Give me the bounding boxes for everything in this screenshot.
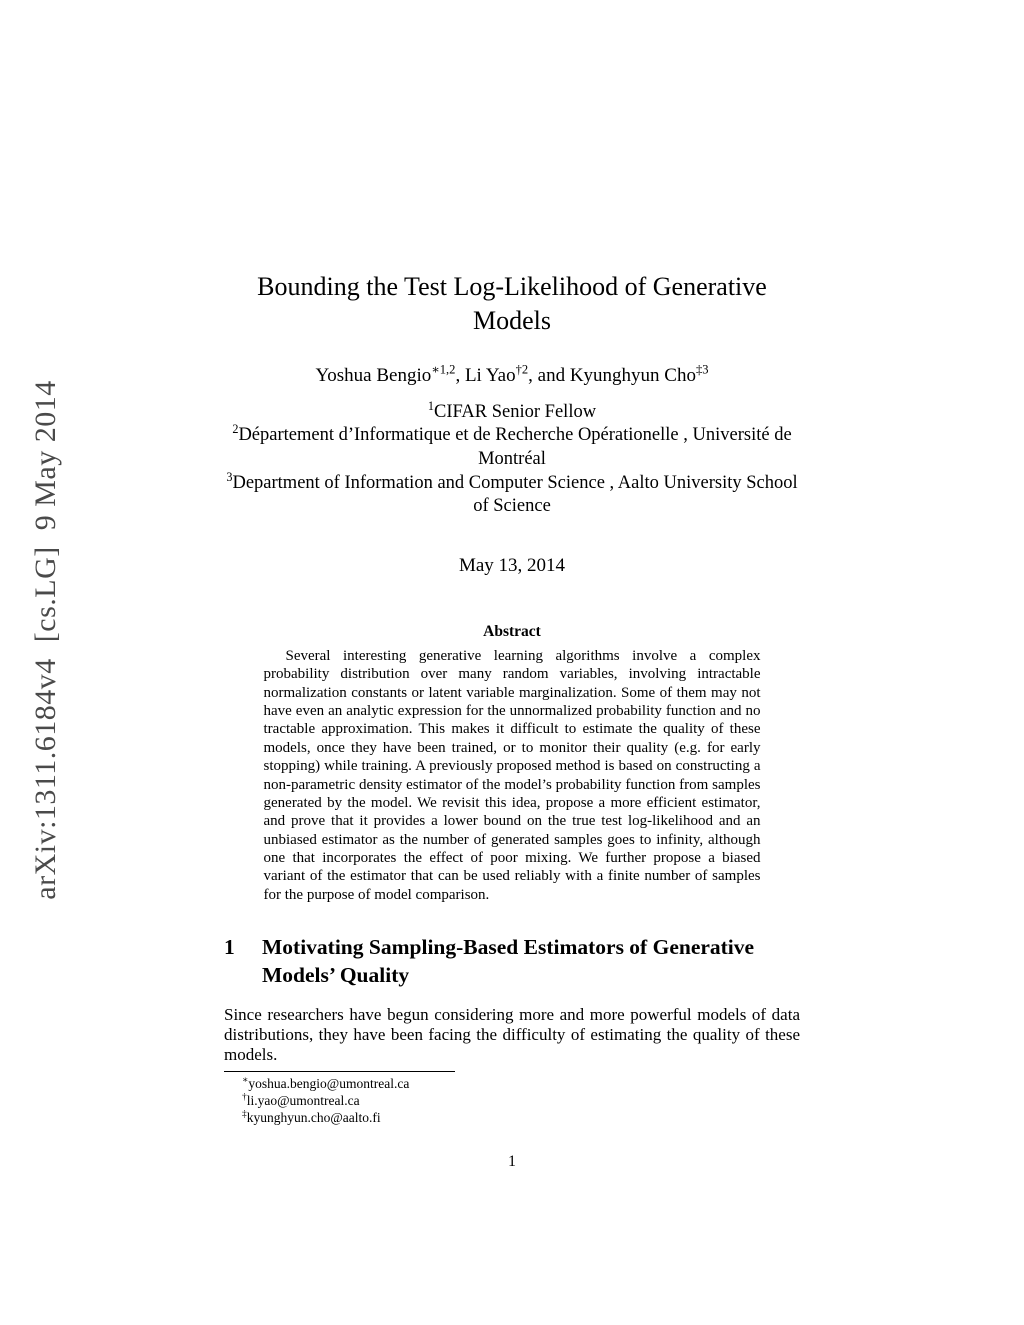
- section-body-text: Since researchers have begun considering more and more powerful models of data distributions, they have been facing the difficulty of estimating the quality of these models.: [224, 1005, 800, 1065]
- author-line: [224, 362, 800, 387]
- footnote-line: [224, 1076, 800, 1093]
- footnote-line: [224, 1110, 800, 1127]
- arxiv-watermark: arXiv:1311.6184v4 [cs.LG] 9 May 2014: [29, 380, 62, 900]
- affiliation-text: Department of Information and Computer Science , Aalto University School of Science: [232, 472, 798, 517]
- abstract-text: Several interesting generative learning algorithms involve a complex probability distribution over many random variables, involving intractable normalization constants or latent variable marginalization. Some of them may not have even an analytic expression for the unnormalized probability function and no tractable approximation. This makes it difficult to estimate the quality of these models, once they have been trained, or to monitor their quality (e.g. for early stopping) while training. A previously proposed method is based on constructing a non-parametric density estimator of the model’s probability function from samples generated by the model. We revisit this idea, propose a more efficient estimator, and prove that it provides a lower bound on the true test log-likelihood and an unbiased estimator as the number of generated samples goes to infinity, although one that incorporates the effect of poor mixing. We further propose a biased variant of the estimator that can be used reliably with a finite number of samples for the purpose of model comparison.: [263, 647, 761, 903]
- footnote-email: kyunghyun.cho@aalto.fi: [246, 1109, 381, 1125]
- affiliation-mark: 1: [427, 398, 435, 413]
- affiliation-text: Département d’Informatique et de Recherche Opérationelle , Université de Montréal: [238, 425, 792, 469]
- affiliation-mark: 3: [226, 469, 233, 484]
- abstract-heading: Abstract: [483, 622, 541, 640]
- footnote-email: li.yao@umontreal.ca: [246, 1092, 360, 1108]
- footnote-mark: †: [242, 1092, 247, 1103]
- footnote-line: [224, 1093, 800, 1110]
- section-title: Motivating Sampling-Based Estimators of Generative Models’ Quality: [262, 935, 755, 987]
- footnotes-block: [224, 1071, 800, 1127]
- author-name: Yoshua Bengio: [315, 364, 432, 386]
- footnote-email: yoshua.bengio@umontreal.ca: [248, 1075, 410, 1091]
- footnote-mark: ∗: [242, 1075, 249, 1086]
- author-affil-mark: ‡3: [695, 362, 709, 377]
- paper-date: May 13, 2014: [458, 554, 566, 576]
- section-heading: [224, 934, 800, 989]
- section-number: 1: [224, 935, 235, 960]
- author-affil-mark: †2: [515, 362, 529, 377]
- paper-title: Bounding the Test Log-Likelihood of Generative Models: [257, 272, 767, 336]
- affiliations-block: [224, 398, 800, 519]
- author-affil-mark: ∗1,2: [431, 362, 456, 377]
- affiliation-line: [224, 469, 800, 519]
- affiliation-mark: 2: [232, 422, 239, 437]
- page-number: 1: [508, 1153, 516, 1170]
- author-name: , and Kyunghyun Cho: [528, 364, 696, 386]
- paper-content: [224, 270, 800, 1127]
- author-name: , Li Yao: [455, 364, 516, 386]
- affiliation-line: [224, 398, 800, 425]
- affiliation-line: [224, 424, 800, 471]
- affiliation-text: CIFAR Senior Fellow: [434, 401, 597, 422]
- footnote-rule: [224, 1071, 455, 1072]
- footnote-mark: ‡: [242, 1109, 247, 1120]
